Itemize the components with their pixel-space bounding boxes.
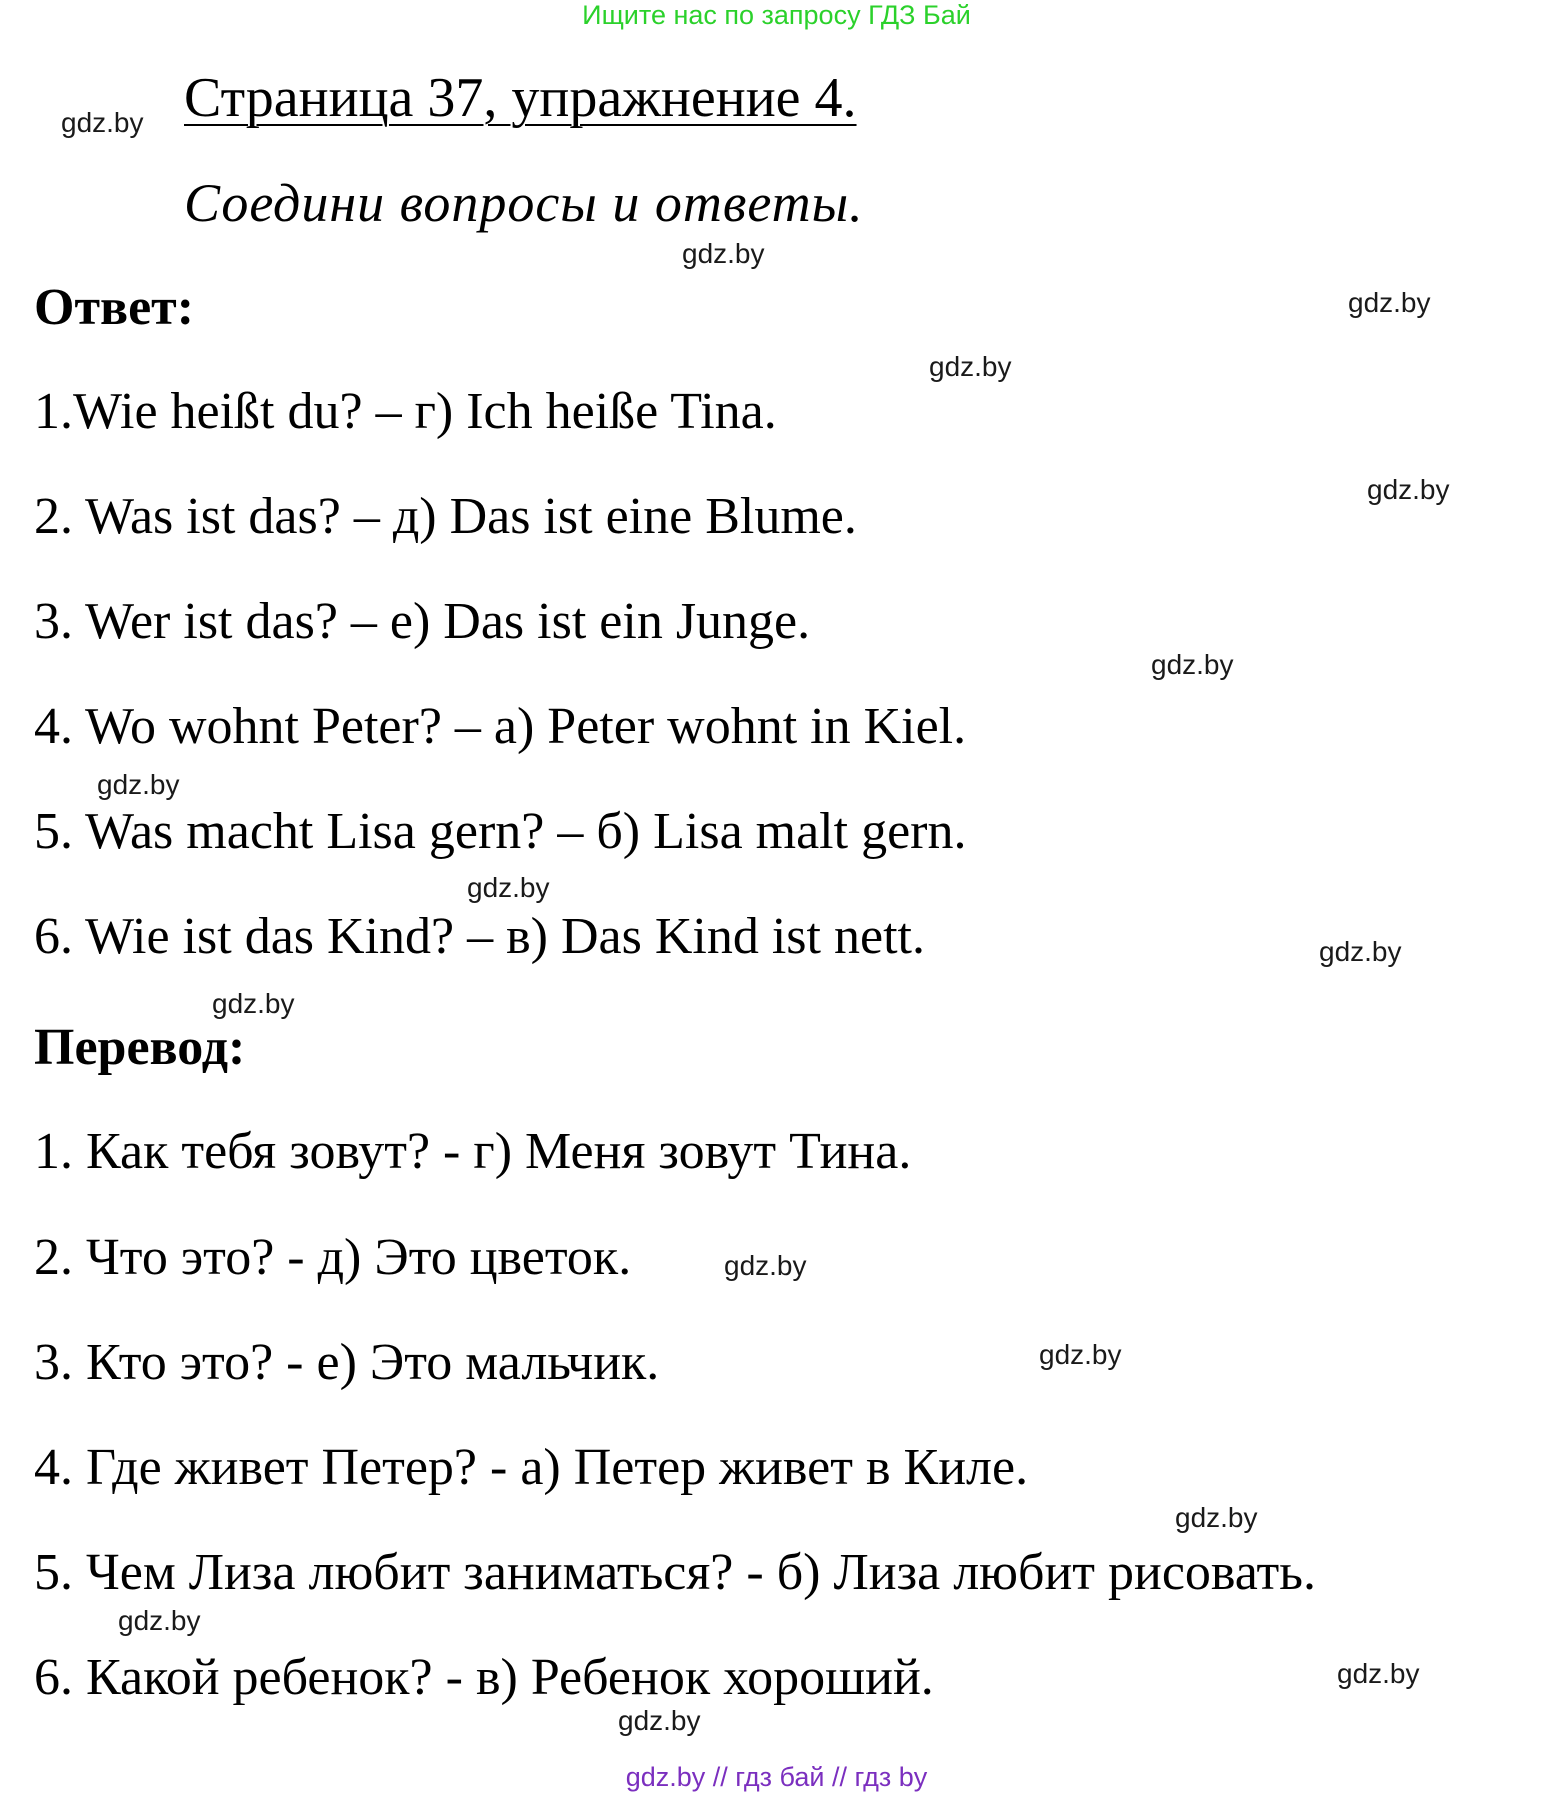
footer-links: gdz.by // гдз бай // гдз by (625, 1762, 928, 1792)
translation-line-4: 4. Где живет Петер? - а) Петер живет в Киле. (34, 1439, 1029, 1496)
page-title: Страница 37, упражнение 4. (184, 67, 857, 129)
answer-line-4: 4. Wo wohnt Peter? – а) Peter wohnt in Kiel. (34, 698, 967, 755)
watermark: gdz.by (1039, 1339, 1122, 1370)
watermark: gdz.by (724, 1250, 807, 1281)
watermark: gdz.by (118, 1605, 201, 1636)
watermark: gdz.by (61, 107, 144, 138)
translation-line-3: 3. Кто это? - е) Это мальчик. (34, 1334, 660, 1391)
top-banner: Ищите нас по запросу ГДЗ Бай (582, 0, 971, 30)
answer-line-2: 2. Was ist das? – д) Das ist eine Blume. (34, 488, 857, 545)
translation-line-1: 1. Как тебя зовут? - г) Меня зовут Тина. (34, 1123, 912, 1180)
answer-line-6: 6. Wie ist das Kind? – в) Das Kind ist nett. (34, 908, 925, 965)
answer-line-1: 1.Wie heißt du? – г) Ich heiße Tina. (34, 383, 777, 440)
watermark: gdz.by (212, 988, 295, 1019)
watermark: gdz.by (929, 351, 1012, 382)
answer-heading: Ответ: (34, 279, 195, 336)
watermark: gdz.by (1151, 649, 1234, 680)
watermark: gdz.by (1348, 287, 1431, 318)
translation-line-6: 6. Какой ребенок? - в) Ребенок хороший. (34, 1649, 934, 1706)
watermark: gdz.by (1175, 1502, 1258, 1533)
answer-line-5: 5. Was macht Lisa gern? – б) Lisa malt gern. (34, 803, 967, 860)
watermark: gdz.by (97, 769, 180, 800)
task-text: Соедини вопросы и ответы. (184, 173, 864, 233)
translation-line-2: 2. Что это? - д) Это цветок. (34, 1229, 632, 1286)
watermark: gdz.by (618, 1705, 701, 1736)
watermark: gdz.by (1337, 1658, 1420, 1689)
watermark: gdz.by (1367, 474, 1450, 505)
watermark: gdz.by (682, 238, 765, 269)
watermark: gdz.by (467, 872, 550, 903)
answer-line-3: 3. Wer ist das? – е) Das ist ein Junge. (34, 593, 811, 650)
translation-line-5: 5. Чем Лиза любит заниматься? - б) Лиза любит рисовать. (34, 1544, 1316, 1601)
watermark: gdz.by (1319, 936, 1402, 967)
translation-heading: Перевод: (34, 1019, 246, 1076)
